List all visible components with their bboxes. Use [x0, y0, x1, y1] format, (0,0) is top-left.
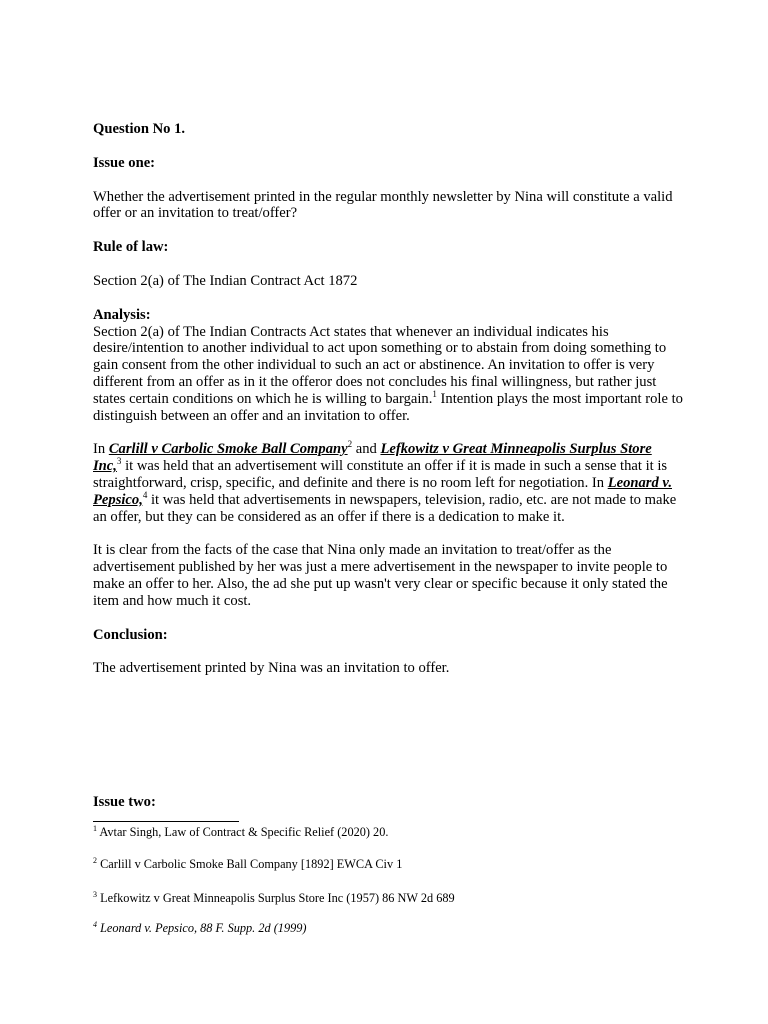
footnote-text: Carlill v Carbolic Smoke Ball Company [1892] EWCA Civ 1: [100, 857, 403, 871]
footnote-2: [93, 857, 402, 871]
analysis-p2-in: In: [93, 441, 109, 458]
conclusion-heading: Conclusion:: [93, 626, 168, 643]
footnote-number: 2: [93, 855, 97, 865]
analysis-p2-mid: it was held that an advertisement will constitute an offer if it is made in such a sense that it is straightforward, crisp, specific, and definite and there is no room left for negotiation. In: [93, 458, 668, 491]
footnote-number: 4: [93, 919, 97, 929]
footnote-ref-2: 2: [347, 439, 353, 450]
rule-of-law-text: Section 2(a) of The Indian Contract Act 1872: [93, 272, 358, 289]
footnote-ref-3: 3: [116, 456, 122, 467]
footnote-separator: [93, 821, 239, 822]
analysis-para1-text: Section 2(a) of The Indian Contracts Act states that whenever an individual indicates his desire/intention to another individual to act upon something or to abstain from doing something to gain consent from the other individual to such an act or abstinence. An invitation to offer is very different from an offer as in it the offeror does not concludes his final willingness, but rather just states certain conditions on which he is willing to bargain.: [93, 323, 667, 407]
conclusion-text: The advertisement printed by Nina was an invitation to offer.: [93, 660, 450, 677]
footnote-number: 1: [93, 823, 97, 833]
issue-one-heading: Issue one:: [93, 154, 156, 171]
case-carlill: Carlill v Carbolic Smoke Ball Company: [108, 441, 348, 458]
case-lefkowitz: Lefkowitz v Great Minneapolis Surplus Store Inc,: [93, 441, 652, 475]
question-title: Question No 1.: [93, 121, 186, 137]
analysis-para1-tail: Intention plays the most important role to distinguish between an offer and an invitation to offer.: [93, 390, 683, 424]
footnote-ref-4: 4: [142, 489, 148, 500]
analysis-heading: Analysis:: [93, 306, 151, 323]
rule-of-law-heading: Rule of law:: [93, 239, 169, 256]
footnote-1: [93, 825, 388, 839]
footnote-text: Lefkowitz v Great Minneapolis Surplus Store Inc (1957) 86 NW 2d 689: [100, 891, 455, 905]
case-leonard: Leonard v. Pepsico,: [93, 474, 672, 508]
analysis-p2-end: it was held that advertisements in newspapers, television, radio, etc. are not made to make an offer, but they can be considered as an offer if there is a dedication to make it.: [93, 491, 677, 525]
footnote-text: Leonard v. Pepsico, 88 F. Supp. 2d (1999): [100, 921, 307, 935]
analysis-paragraph-1: [93, 324, 683, 425]
footnote-number: 3: [93, 889, 97, 899]
analysis-p2-and: and: [352, 441, 381, 458]
issue-two-heading: Issue two:: [93, 794, 156, 810]
footnote-ref-1: 1: [432, 388, 437, 399]
analysis-paragraph-2: [93, 441, 683, 525]
footnote-text: Avtar Singh, Law of Contract & Specific Relief (2020) 20.: [99, 825, 389, 839]
document-body: [93, 121, 683, 677]
analysis-paragraph-3: It is clear from the facts of the case that Nina only made an invitation to treat/offer as the advertisement published by her was just a mere advertisement in the newspaper to invite people to make an offer to her. Also, the ad she put up wasn't very clear or specific because it only stated the item and how much it cost.: [93, 542, 668, 609]
issue-one-question: Whether the advertisement printed in the regular monthly newsletter by Nina will constitute a valid offer or an invitation to treat/offer?: [93, 188, 673, 222]
footnote-3: [93, 891, 455, 905]
footnote-4: [93, 921, 306, 935]
